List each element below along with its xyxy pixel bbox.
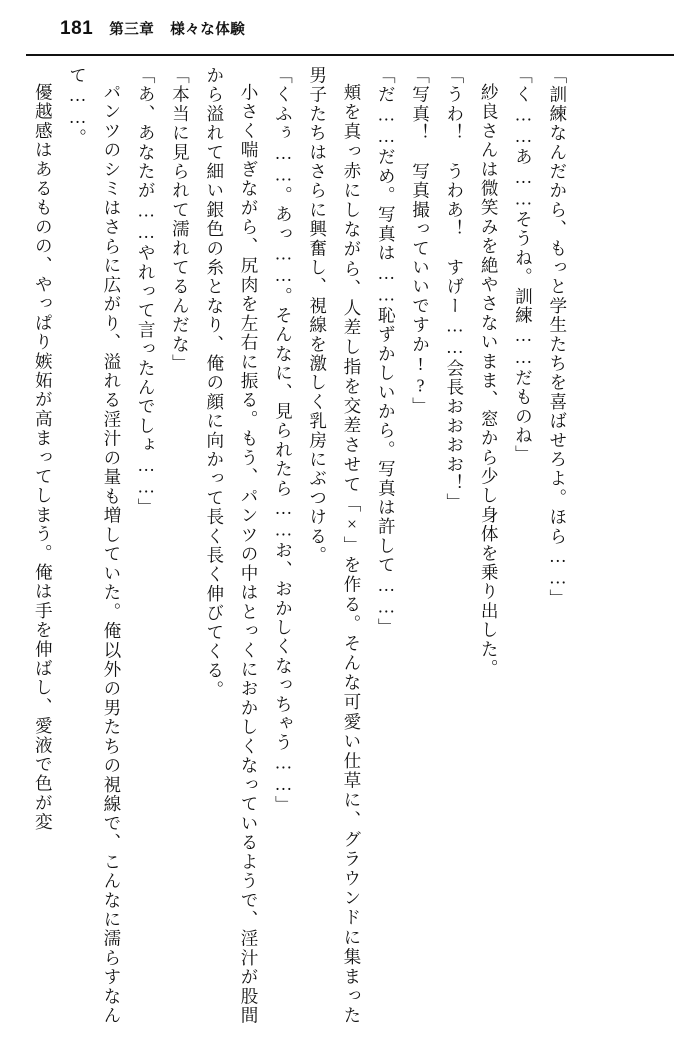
paragraph: 「写真！ 写真撮っていいですか!?」 <box>410 65 431 416</box>
paragraph: 「く……あ……そうね。訓練……だものね」 <box>513 65 534 464</box>
paragraph: 紗良さんは微笑みを絶やさないまま、窓から少し身体を乗り出した。 <box>479 83 500 679</box>
header-rule <box>26 54 674 56</box>
paragraph: パンツのシミはさらに広がり、溢れる淫汁の量も増していた。俺以外の男たちの視線で、こんなに濡らすなんて……。 <box>67 65 122 1026</box>
paragraph: 「本当に見られて濡れてるんだな」 <box>170 65 191 373</box>
chapter-label: 第三章 <box>109 22 155 38</box>
page-header <box>26 18 674 48</box>
paragraph: 優越感はあるものの、やっぱり嫉妬が高まってしまう。俺は手を伸ばし、愛液で色が変 <box>33 83 54 832</box>
paragraph: 「うわ！ うわあ！ すげー……会長おおおお！」 <box>444 65 465 512</box>
chapter-title: 様々な体験 <box>170 22 246 38</box>
page-number: 181 <box>60 18 94 39</box>
paragraph: 頬を真っ赤にしながら、人差し指を交差させて「×」を作る。そんな可愛い仕草に、グラウンドに集まった男子たちはさらに興奮し、視線を激しく乳房にぶつける。 <box>307 65 362 1026</box>
paragraph: 「訓練なんだから、もっと学生たちを喜ばせろよ。ほら……」 <box>547 65 568 608</box>
paragraph: 「あ、あなたが……やれって言ったんでしょ……」 <box>136 65 157 517</box>
paragraph: 小さく喘ぎながら、尻肉を左右に振る。もう、パンツの中はとっくにおかしくなっているようで、淫汁が股間から溢れて細い銀色の糸となり、俺の顔に向かって長く長く伸びてくる。 <box>204 65 260 1026</box>
paragraph: 「くふぅ……。あっ……。そんなに、見られたら……お、おかしくなっちゃう……」 <box>273 65 294 815</box>
paragraph: 「だ……だめ。写真は……恥ずかしいから。写真は許して……」 <box>376 65 397 637</box>
page-body <box>26 66 674 1031</box>
vertical-text-column <box>26 66 575 1026</box>
